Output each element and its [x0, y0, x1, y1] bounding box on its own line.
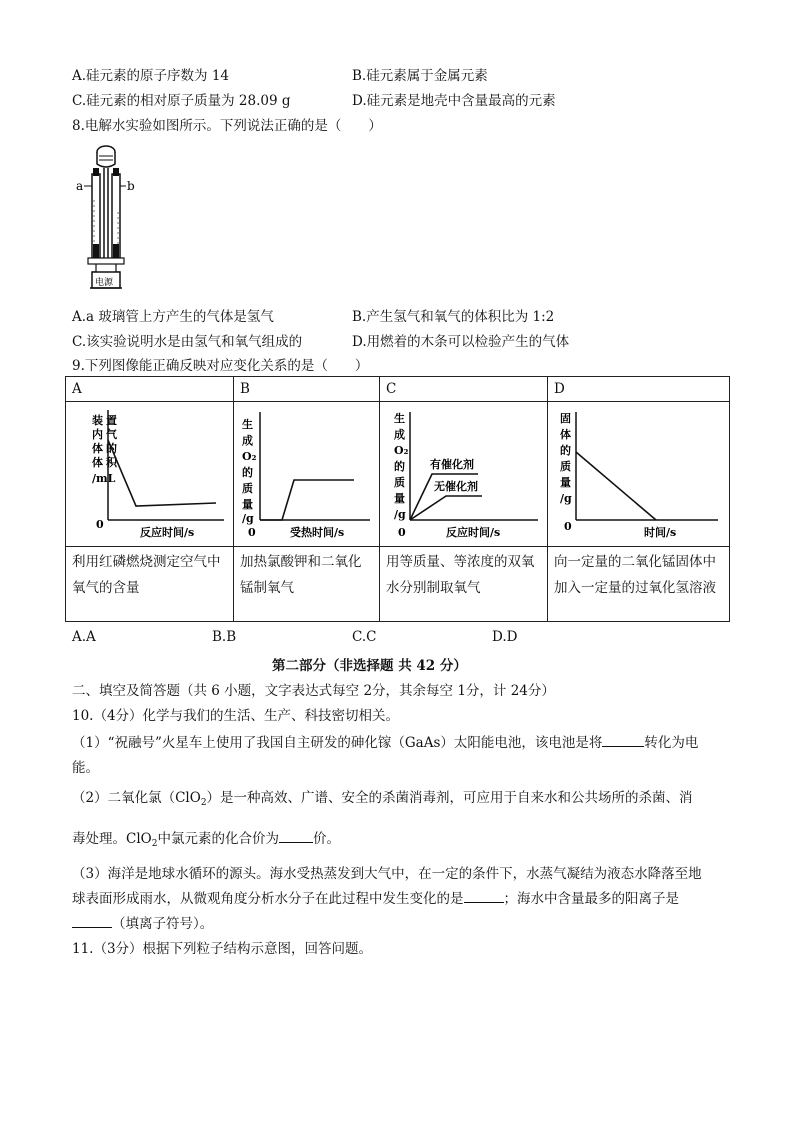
graph-a-ylabel-2: 内: [92, 428, 103, 441]
q9-answer-d: D.D: [492, 629, 518, 645]
graph-d-curve: [576, 452, 656, 520]
graph-d-ylabel-4: 量: [560, 476, 571, 489]
graph-c-origin: 0: [398, 526, 406, 539]
graph-b: [234, 402, 378, 542]
q10-part2-text-b: ）是一种高效、广谱、安全的杀菌消毒剂，可应用于自来水和公共场所的杀菌、消: [206, 790, 693, 806]
graph-b-ylabel-3: 的: [242, 466, 253, 479]
graph-c-cell: [380, 402, 548, 547]
section-heading: 二、填空及简答题（共 6 小题，文字表达式每空 2分，其余每空 1分，计 24分）: [72, 683, 555, 699]
graph-b-ylabel-4: 质: [242, 482, 253, 495]
q9-stem: 9.下列图像能正确反映对应变化关系的是（ ）: [72, 358, 369, 374]
graph-c-curve2-label: 无催化剂: [434, 480, 478, 493]
label-b: b: [127, 179, 135, 193]
graph-a-origin: 0: [96, 518, 104, 531]
header-c: C: [380, 377, 548, 402]
q10-part3-end: [72, 912, 213, 932]
q9-answer-a: A.A: [72, 629, 96, 645]
power-source-label: 电源: [95, 278, 114, 288]
electrolysis-apparatus-figure: [72, 140, 138, 296]
graph-d: [548, 402, 728, 542]
q10-part2-text: （2）二氧化氯（ClO: [72, 790, 201, 806]
q10-part3-line: （3）海洋是地球水循环的源头。海水受热蒸发到大气中，在一定的条件下，水蒸气凝结为液态水降落至地: [72, 866, 702, 882]
q10-part1-line: [72, 731, 698, 751]
q10-part3-text-b: 球表面形成雨水，从微观角度分析水分子在此过程中发生变化的是: [72, 891, 464, 907]
graph-a: [66, 402, 232, 542]
q10-part1-cont: 能。: [72, 760, 99, 776]
graph-b-ylabel-2: O₂: [242, 450, 257, 463]
q10-part2-text-d: 中氯元素的化合价为: [157, 831, 279, 847]
q10-stem: 10.（4分）化学与我们的生活、生产、科技密切相关。: [72, 708, 400, 724]
graph-b-ylabel-0: 生: [242, 418, 253, 431]
header-b: B: [234, 377, 380, 402]
graph-a-ylabel-5: 的: [106, 442, 117, 455]
part2-title: 第二部分（非选择题 共 42 分）: [272, 658, 467, 674]
desc-a: 利用红磷燃烧测定空气中氧气的含量: [66, 547, 234, 622]
graph-d-ylabel-2: 的: [560, 444, 571, 457]
q10-part2-sub2: 2: [151, 839, 158, 849]
q9-answer-c: C.C: [352, 629, 377, 645]
q10-part2-line: [72, 786, 693, 808]
graph-c-xlabel: 反应时间/s: [446, 526, 501, 539]
graph-b-cell: [234, 402, 380, 547]
q10-part1-text-end: 转化为电: [644, 735, 699, 751]
graph-c-ylabel-3: 的: [394, 460, 405, 473]
graph-a-ylabel-0: 装: [92, 414, 103, 427]
q10-part3-text-d: （填离子符号）。: [112, 916, 214, 932]
graph-b-origin: 0: [248, 526, 256, 539]
q10-part2-blank[interactable]: [279, 830, 313, 843]
q10-part2-sub: 2: [200, 798, 207, 808]
graph-a-ylabel-4: 体: [92, 442, 103, 455]
graph-d-ylabel-0: 固: [560, 412, 571, 425]
graph-b-ylabel-5: 量: [242, 498, 253, 511]
graph-a-cell: [66, 402, 234, 547]
graph-b-curve: [260, 480, 354, 520]
graph-a-xlabel: 反应时间/s: [140, 526, 195, 539]
graph-c-ylabel-4: 质: [394, 476, 405, 489]
q9-answer-b: B.B: [212, 629, 237, 645]
graph-c-ylabel-2: O₂: [394, 444, 409, 457]
graph-a-ylabel-3: 气: [106, 428, 117, 441]
q8-option-b: B.产生氢气和氧气的体积比为 1:2: [352, 309, 555, 325]
q10-part1-blank[interactable]: [602, 734, 644, 747]
graph-c: [380, 402, 546, 542]
graph-d-xlabel: 时间/s: [644, 526, 677, 539]
graph-d-ylabel-1: 体: [560, 428, 571, 441]
graph-d-origin: 0: [564, 520, 572, 533]
graph-c-ylabel-5: 量: [394, 492, 405, 505]
header-d: D: [548, 377, 730, 402]
q7-option-a: A.硅元素的原子序数为 14: [72, 68, 230, 84]
q8-option-c: C.该实验说明水是由氢气和氧气组成的: [72, 334, 303, 350]
graph-c-ylabel-1: 成: [394, 428, 405, 441]
q10-part3-blank-2[interactable]: [72, 915, 112, 928]
graph-b-ylabel-1: 成: [242, 434, 253, 447]
q7-option-b: B.硅元素属于金属元素: [352, 68, 488, 84]
graph-d-ylabel-3: 质: [560, 460, 571, 473]
graph-b-ylabel-6: /g: [242, 512, 254, 525]
q10-part1-text: （1）“祝融号”火星车上使用了我国自主研发的砷化镓（GaAs）太阳能电池，该电池是将: [72, 735, 603, 751]
q10-part3-blank-1[interactable]: [464, 890, 504, 903]
q11-stem: 11.（3分）根据下列粒子结构示意图，回答问题。: [72, 941, 373, 957]
graph-b-xlabel: 受热时间/s: [290, 526, 345, 539]
q8-option-a: A.a 玻璃管上方产生的气体是氢气: [72, 309, 274, 325]
graph-d-cell: [548, 402, 730, 547]
graph-c-curve-no-catalyst: [410, 496, 482, 520]
graph-a-curve: [108, 440, 216, 506]
label-a: a: [76, 179, 84, 193]
desc-c: 用等质量、等浓度的双氧水分别制取氧气: [380, 547, 548, 622]
header-a: A: [66, 377, 234, 402]
q10-part3-cont: [72, 887, 679, 907]
graph-a-ylabel-6: 体: [92, 456, 103, 469]
graph-c-curve1-label: 有催化剂: [430, 458, 474, 471]
q7-option-d: D.硅元素是地壳中含量最高的元素: [352, 93, 556, 109]
graph-d-ylabel-5: /g: [560, 492, 572, 505]
graph-c-ylabel-0: 生: [394, 412, 405, 425]
q10-part2-text-c: 毒处理。ClO: [72, 831, 152, 847]
desc-d: 向一定量的二氧化锰固体中加入一定量的过氧化氢溶液: [548, 547, 730, 622]
graph-a-ylabel-7: 积: [106, 456, 117, 469]
q7-option-c: C.硅元素的相对原子质量为 28.09 g: [72, 93, 291, 109]
graph-a-ylabel-1: 置: [106, 414, 117, 427]
desc-b: 加热氯酸钾和二氧化锰制氧气: [234, 547, 380, 622]
q10-part2-text-e: 价。: [312, 831, 340, 847]
q10-part2-cont: [72, 827, 340, 849]
q8-option-d: D.用燃着的木条可以检验产生的气体: [352, 334, 570, 350]
q9-options-table: [65, 376, 730, 622]
graph-c-ylabel-6: /g: [394, 508, 406, 521]
q10-part3-text-c: ；海水中含量最多的阳离子是: [503, 891, 679, 907]
q8-stem: 8.电解水实验如图所示。下列说法正确的是（ ）: [72, 118, 382, 134]
graph-a-ylabel-8: /mL: [92, 472, 116, 485]
